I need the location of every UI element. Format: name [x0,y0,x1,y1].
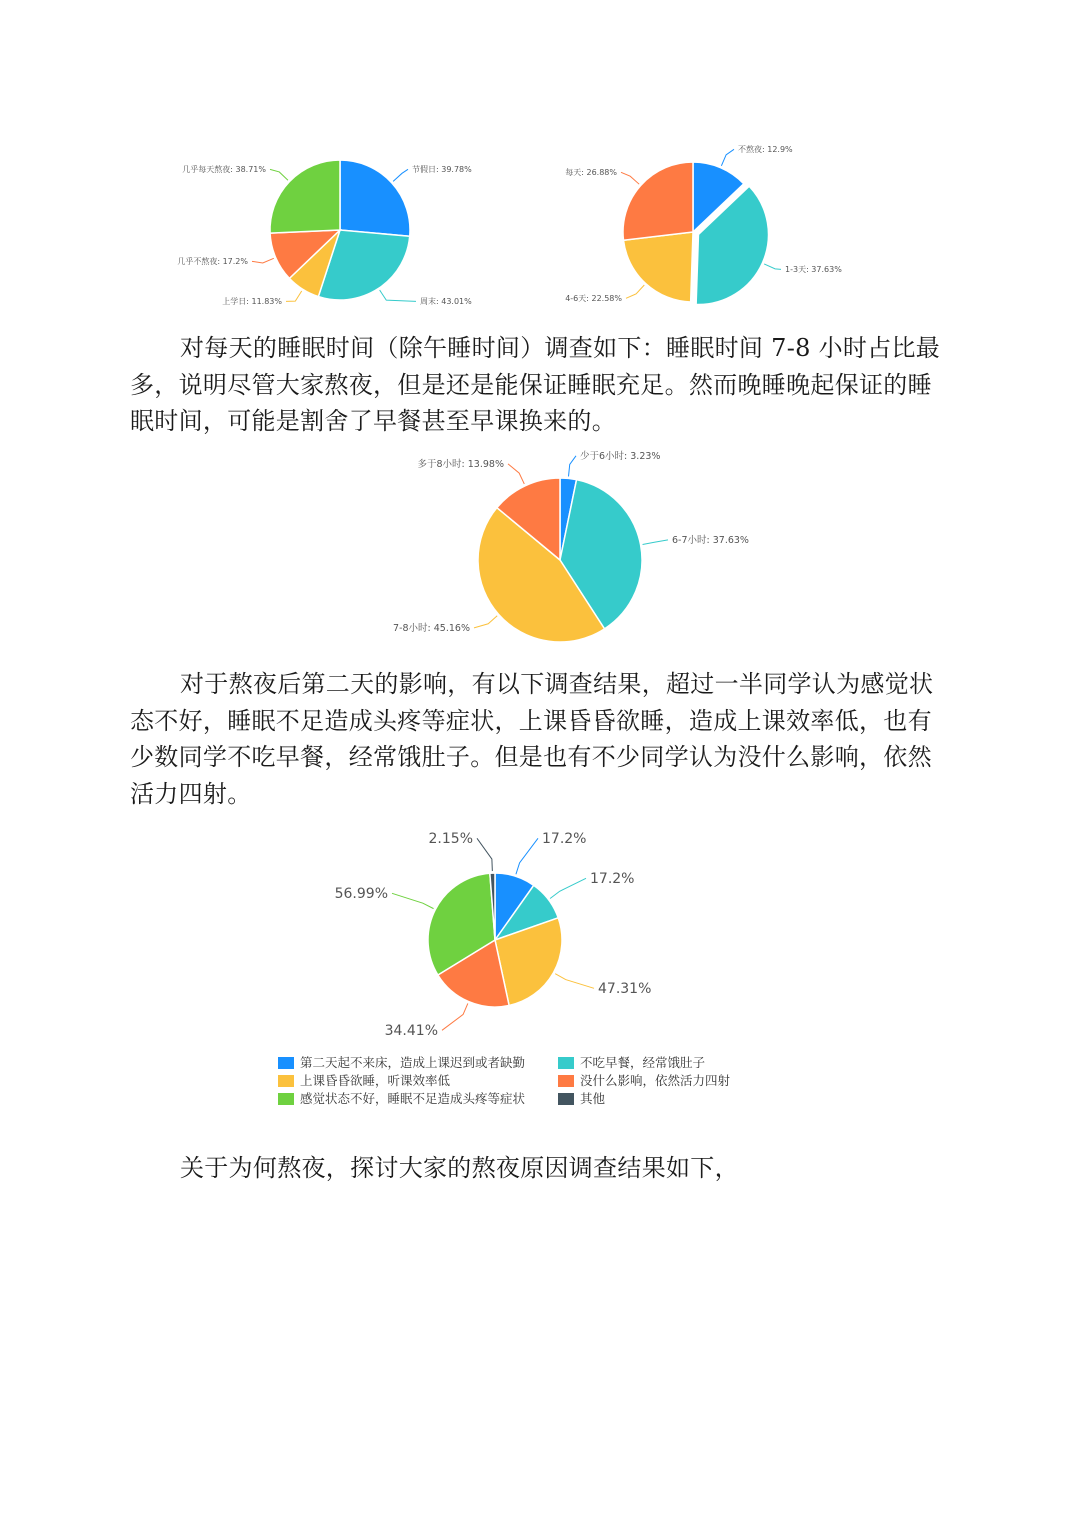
slice-label: 7-8小时: 45.16% [393,623,470,634]
pie-chart-2 [545,140,875,325]
slice-label: 56.99% [334,886,388,902]
leader-line [393,169,408,181]
pie-slice [623,232,693,302]
leader-line [392,893,434,908]
leader-line [550,878,586,898]
leader-line [555,974,594,989]
slice-label: 多于8小时: 13.98% [417,459,504,470]
leader-line [477,838,492,871]
slice-label: 上学日: 11.83% [222,297,282,306]
leader-line [721,149,734,165]
slice-label: 6-7小时: 37.63% [672,535,749,546]
leader-line [380,290,416,301]
slice-label: 几乎每天熬夜: 38.71% [182,165,266,174]
legend-swatch [558,1075,574,1087]
pie-chart-3 [380,445,780,650]
leader-line [764,264,781,269]
leader-line [516,838,538,874]
legend-item: 其他 [580,1091,606,1106]
slice-label: 少于6小时: 3.23% [580,451,661,462]
legend-swatch [278,1075,294,1087]
legend-swatch [278,1093,294,1105]
pie-slice [340,160,410,236]
pie-slice [270,160,340,233]
leader-line [252,258,274,263]
legend-item: 没什么影响，依然活力四射 [580,1073,731,1088]
leader-line [270,169,288,180]
legend-item: 不吃早餐，经常饿肚子 [580,1055,706,1070]
leader-line [474,616,497,628]
slice-label: 几乎不熬夜: 17.2% [177,257,248,266]
legend-swatch [558,1093,574,1105]
slice-label: 1-3天: 37.63% [785,265,842,274]
slice-label: 4-6天: 22.58% [565,294,622,303]
legend-item: 第二天起不来床，造成上课迟到或者缺勤 [300,1055,526,1070]
slice-label: 不熬夜: 12.9% [738,145,793,154]
pie-chart-4 [260,825,820,1125]
paragraph-next-day-effects: 对于熬夜后第二天的影响，有以下调查结果，超过一半同学认为感觉状态不好，睡眠不足造成头疼等症状，上课昏昏欲睡，造成上课效率低，也有少数同学不吃早餐，经常饿肚子。但是也有不少同学认为没什么影响，依然活力四射。 [130,670,934,808]
slice-label: 17.2% [542,831,587,847]
leader-line [626,285,644,298]
slice-label: 47.31% [598,981,652,997]
leader-line [569,456,576,477]
leader-line [442,1003,468,1030]
slice-label: 17.2% [590,871,635,887]
pie-slice [623,162,693,240]
leader-line [508,464,524,484]
legend-swatch [278,1057,294,1069]
slice-label: 节假日: 39.78% [412,165,472,174]
paragraph-sleep-time: 对每天的睡眠时间（除午睡时间）调查如下：睡眠时间 7-8 小时占比最多，说明尽管大家熬夜，但是还是能保证睡眠充足。然而晚睡晚起保证的睡眠时间，可能是割舍了早餐甚至早课换来的。 [130,334,941,435]
paragraph-reasons: 关于为何熬夜，探讨大家的熬夜原因调查结果如下， [180,1154,739,1182]
slice-label: 34.41% [384,1023,438,1039]
slice-label: 周末: 43.01% [420,297,472,306]
pie-chart-1 [150,140,510,325]
legend-item: 感觉状态不好，睡眠不足造成头疼等症状 [300,1091,526,1106]
leader-line [286,291,302,301]
slice-label: 每天: 26.88% [565,168,617,177]
legend-swatch [558,1057,574,1069]
legend-item: 上课昏昏欲睡，听课效率低 [300,1073,451,1088]
leader-line [643,540,668,545]
slice-label: 2.15% [428,831,473,847]
leader-line [621,172,639,184]
